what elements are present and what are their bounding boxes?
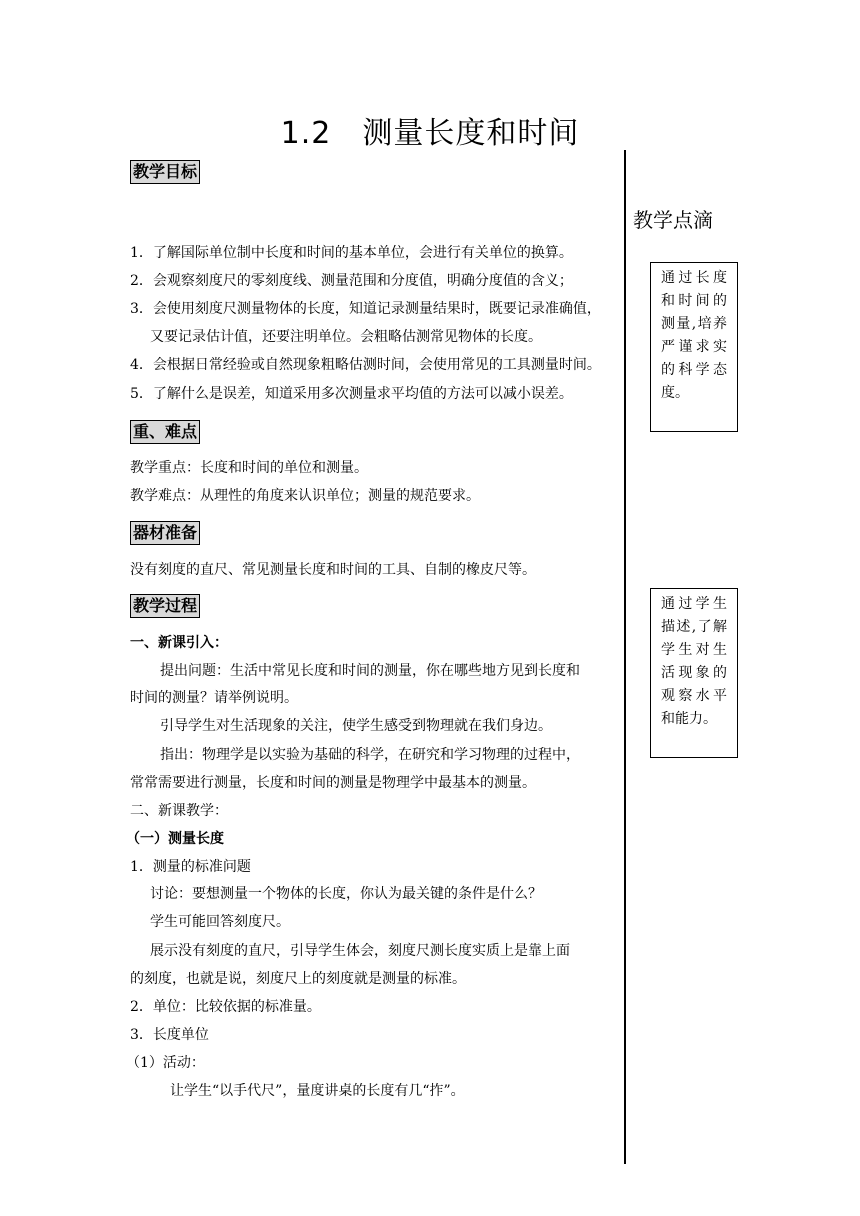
paragraph: 的刻度，也就是说，刻度尺上的刻度就是测量的标准。	[130, 971, 466, 987]
intro-heading: 一、新课引入：	[130, 635, 228, 651]
objective-item: 4．会根据日常经验或自然现象粗略估测时间，会使用常见的工具测量时间。	[130, 357, 601, 373]
paragraph: 让学生“以手代尺”，量度讲桌的长度有几“拃”。	[170, 1083, 465, 1099]
list-item: 1．测量的标准问题	[130, 859, 251, 875]
paragraph: 时间的测量？请举例说明。	[130, 690, 298, 706]
paragraph: 常常需要进行测量，长度和时间的测量是物理学中最基本的测量。	[130, 775, 536, 791]
list-item: 2．单位：比较依据的标准量。	[130, 999, 321, 1015]
section-materials-heading: 器材准备	[130, 521, 200, 545]
materials-text: 没有刻度的直尺、常见测量长度和时间的工具、自制的橡皮尺等。	[130, 562, 536, 578]
page-title: 1.2 测量长度和时间	[280, 116, 580, 151]
note-line: 测量,培养	[661, 316, 727, 332]
note-line: 严谨求实	[661, 339, 727, 355]
objective-item: 1．了解国际单位制中长度和时间的基本单位，会进行有关单位的换算。	[130, 245, 573, 261]
objective-item: 3．会使用刻度尺测量物体的长度，知道记录测量结果时，既要记录准确值，	[130, 301, 601, 317]
keypoint-difficulty: 教学难点：从理性的角度来认识单位；测量的规范要求。	[130, 488, 480, 504]
paragraph: 提出问题：生活中常见长度和时间的测量，你在哪些地方见到长度和	[160, 663, 580, 679]
column-divider	[624, 150, 626, 1164]
objective-item: 5．了解什么是误差，知道采用多次测量求平均值的方法可以减小误差。	[130, 386, 573, 402]
note-line: 观察水平	[661, 688, 727, 704]
list-item: 3．长度单位	[130, 1027, 209, 1043]
section-objectives-heading: 教学目标	[130, 160, 200, 184]
paragraph: 学生可能回答刻度尺。	[150, 914, 290, 930]
note-line: 的科学态	[661, 362, 727, 378]
note-line: 和能力。	[661, 711, 717, 727]
note-line: 学生对生	[661, 642, 727, 658]
note-line: 活现象的	[661, 665, 727, 681]
objective-item: 2．会观察刻度尺的零刻度线、测量范围和分度值，明确分度值的含义；	[130, 273, 573, 289]
paragraph: 展示没有刻度的直尺，引导学生体会，刻度尺测长度实质上是靠上面	[150, 943, 570, 959]
paragraph: 引导学生对生活现象的关注，使学生感受到物理就在我们身边。	[160, 718, 552, 734]
note-line: 度。	[661, 385, 689, 401]
note-line: 描述,了解	[661, 619, 727, 635]
note-line: 和时间的	[661, 293, 727, 309]
section-keypoints-heading: 重、难点	[130, 420, 200, 444]
section-process-heading: 教学过程	[130, 594, 200, 618]
keypoint-focus: 教学重点：长度和时间的单位和测量。	[130, 460, 368, 476]
paragraph: 讨论：要想测量一个物体的长度，你认为最关键的条件是什么？	[150, 886, 542, 902]
note-line: 通过学生	[661, 596, 727, 612]
side-note-2	[650, 588, 738, 758]
new-lesson-heading: 二、新课教学：	[130, 803, 228, 819]
side-column-title: 教学点滴	[633, 208, 713, 232]
paragraph: 指出：物理学是以实验为基础的科学，在研究和学习物理的过程中，	[160, 747, 580, 763]
activity-heading: （1）活动：	[126, 1055, 205, 1071]
subheading-length: （一）测量长度	[126, 831, 224, 847]
objective-item-continuation: 又要记录估计值，还要注明单位。会粗略估测常见物体的长度。	[150, 329, 542, 345]
note-line: 通过长度	[661, 270, 727, 286]
side-note-1	[650, 262, 738, 432]
